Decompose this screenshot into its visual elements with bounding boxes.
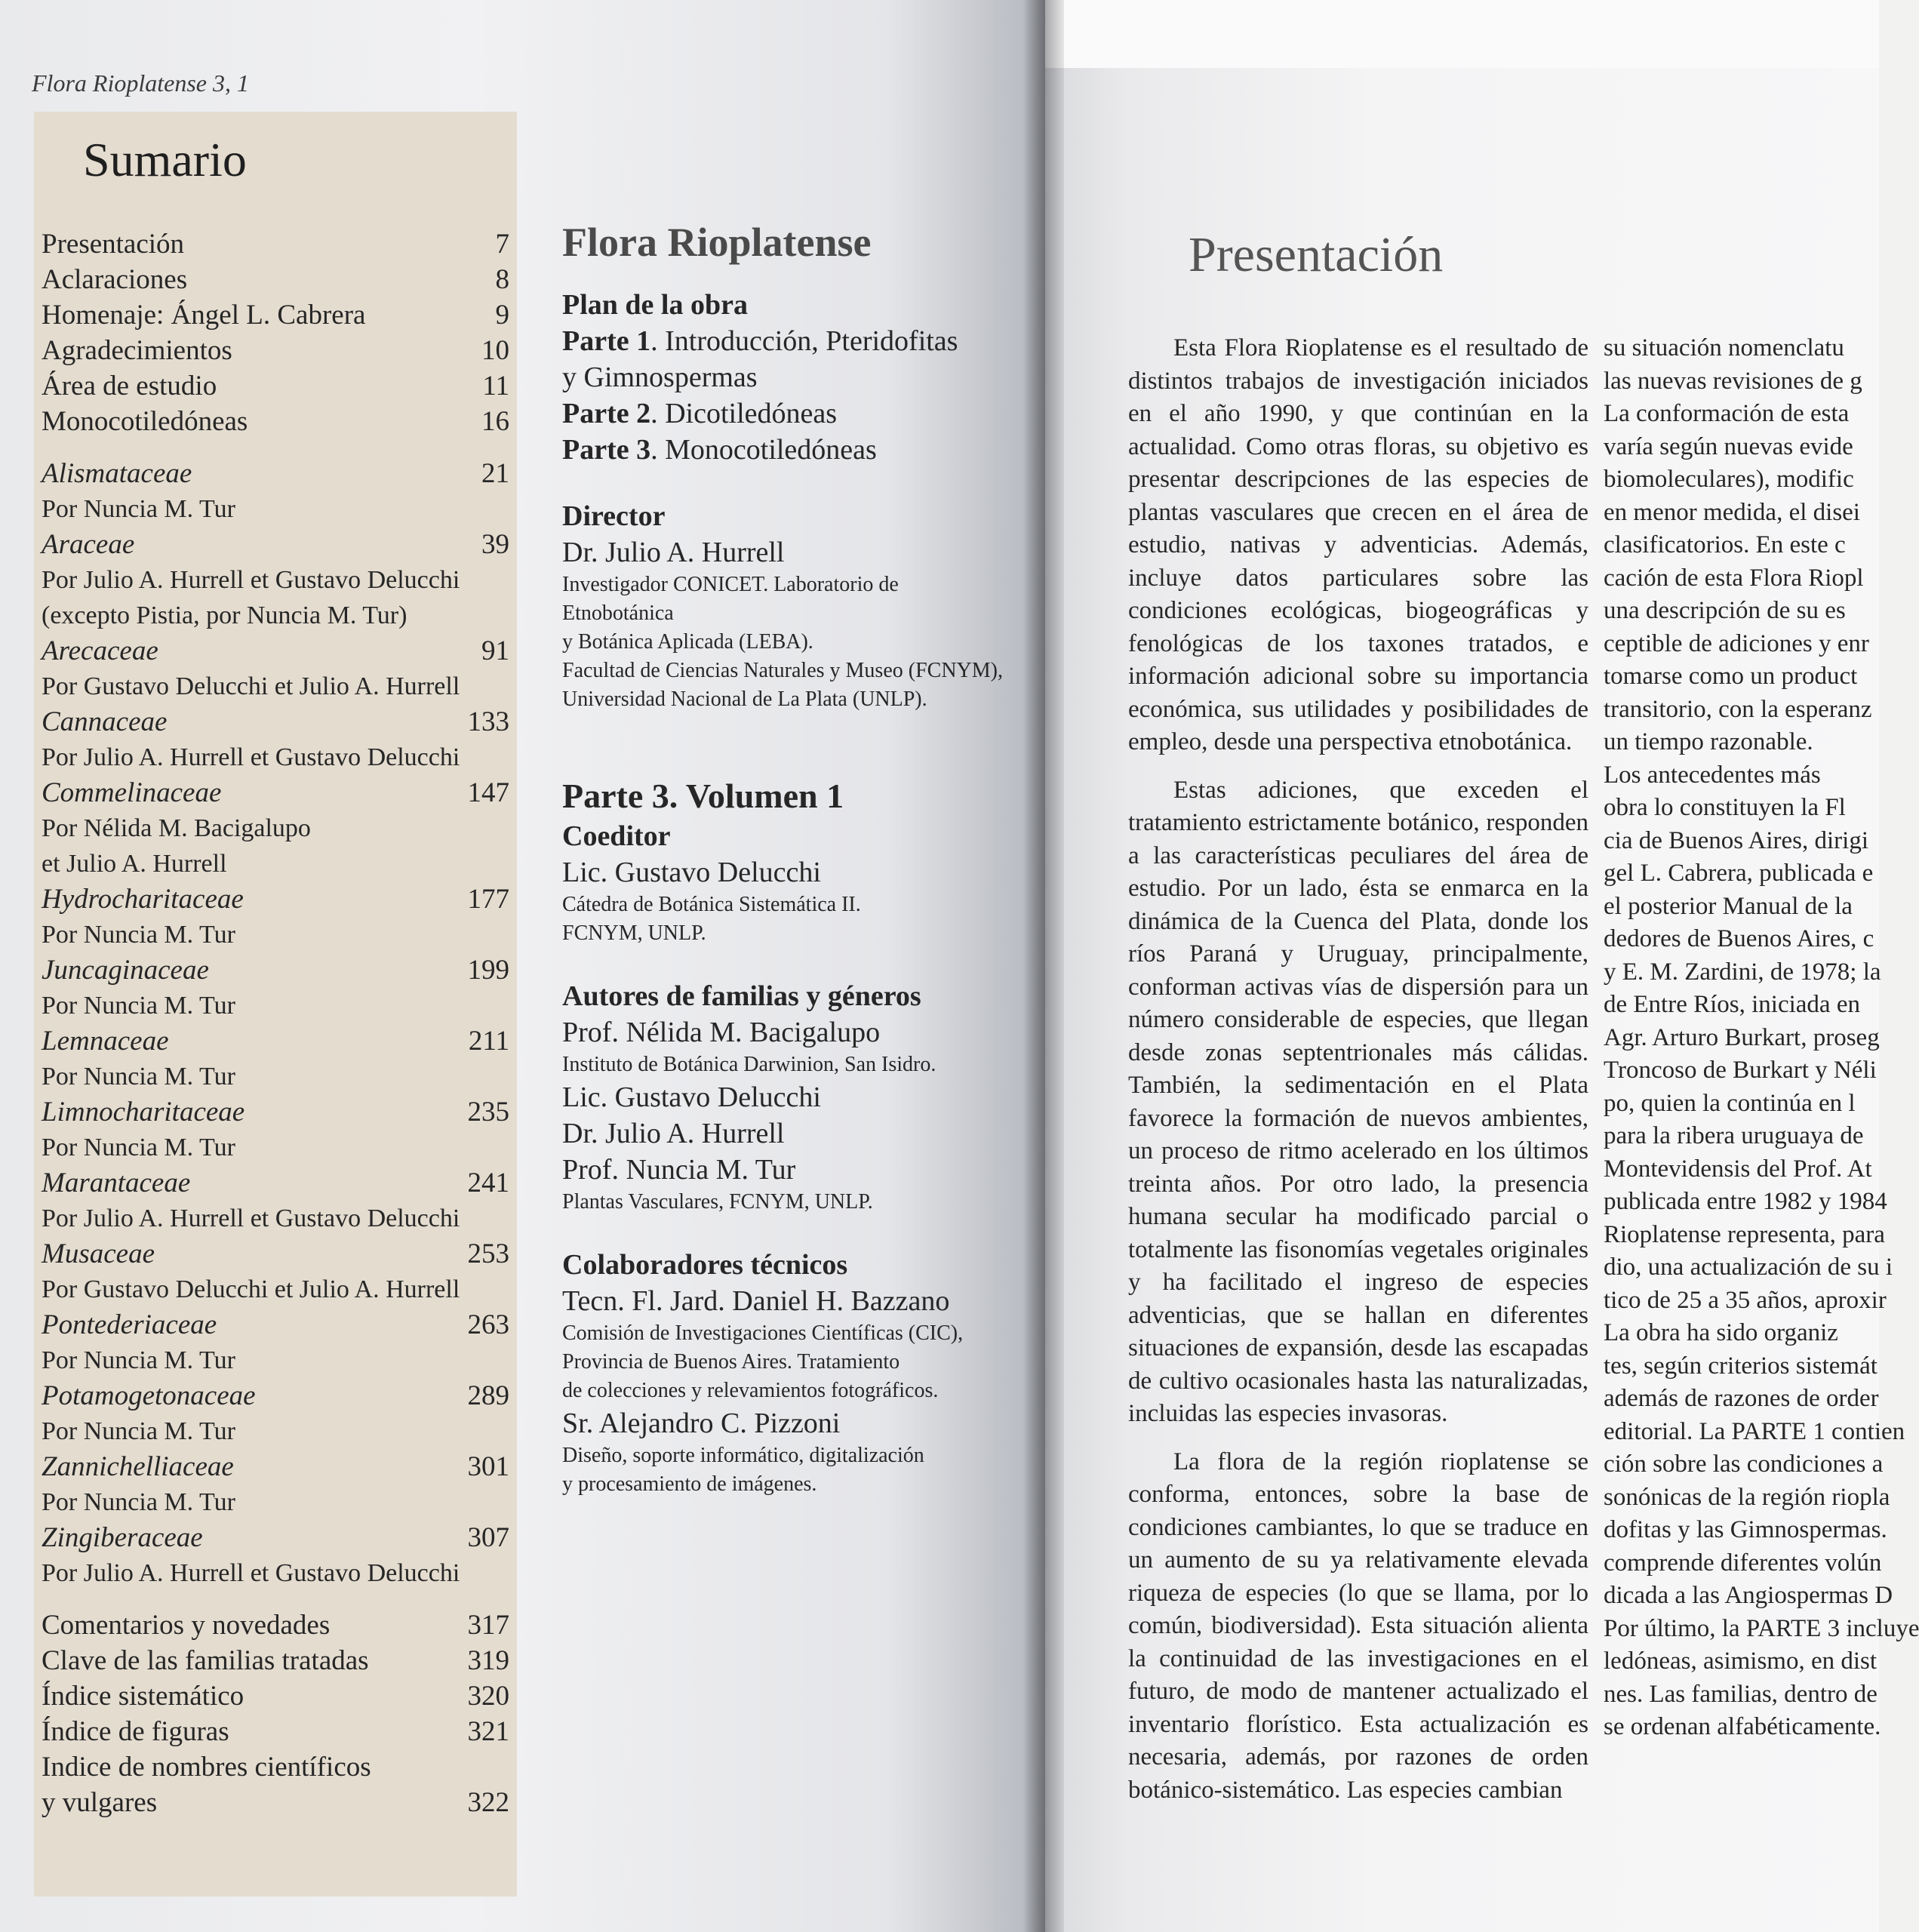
toc-entry-page: 301 (467, 1451, 509, 1482)
toc-entry-label: Cannaceae (42, 706, 168, 737)
collaborator-affiliation: Diseño, soporte informático, digitalización (562, 1444, 924, 1467)
toc-entry-page: 319 (467, 1645, 509, 1676)
toc-entry (42, 952, 509, 988)
column-line: además de razones de order (1604, 1385, 1879, 1412)
column-line: publicada entre 1982 y 1984 (1604, 1188, 1887, 1215)
column-line: de Entre Ríos, iniciada en (1604, 991, 1860, 1018)
column-line: Montevidensis del Prof. At (1604, 1155, 1872, 1183)
toc-entry-label: Araceae (42, 529, 135, 560)
toc-entry-label: y vulgares (42, 1787, 158, 1818)
toc-entry (42, 1307, 509, 1343)
author-name: Lic. Gustavo Delucchi (562, 1081, 821, 1113)
collaborator-name: Sr. Alejandro C. Pizzoni (562, 1407, 841, 1439)
toc-entry-label: Homenaje: Ángel L. Cabrera (42, 300, 366, 331)
toc-entry (42, 1749, 509, 1785)
toc-entry-label: Clave de las familias tratadas (42, 1645, 369, 1676)
toc-entry (42, 527, 509, 562)
toc-entry (42, 1785, 509, 1820)
column-line: clasificatorios. En este c (1604, 531, 1846, 558)
column-line: dicada a las Angiospermas D (1604, 1582, 1893, 1609)
column-line: ledóneas, asimismo, en dist (1604, 1647, 1877, 1675)
toc-entry (42, 1378, 509, 1414)
author-name: Prof. Nuncia M. Tur (562, 1154, 796, 1186)
presentation-column-2-clip (1604, 332, 1919, 1766)
toc-entry-label: Juncaginaceae (42, 955, 209, 986)
authors-list (562, 1014, 1015, 1217)
background-top (1045, 0, 1879, 68)
column-line: comprende diferentes volún (1604, 1549, 1882, 1577)
author-name: Dr. Julio A. Hurrell (562, 1118, 785, 1149)
toc-entry (42, 1678, 509, 1714)
affiliation-line: FCNYM, UNLP. (562, 921, 706, 945)
plan-item (562, 359, 1015, 395)
director-affiliation (562, 571, 1015, 714)
toc-author: Por Nélida M. Bacigalupo (42, 814, 311, 842)
toc-entry-page: 322 (467, 1787, 509, 1818)
toc-entry-page: 91 (481, 635, 509, 666)
column-line: Por último, la PARTE 3 incluye (1604, 1614, 1919, 1642)
toc-entry-label: Comentarios y novedades (42, 1610, 331, 1641)
toc-entry-page: 235 (467, 1097, 509, 1128)
column-line: sonónicas de la región riopla (1604, 1483, 1890, 1511)
director-name: Dr. Julio A. Hurrell (562, 537, 785, 568)
collaborators-list (562, 1283, 1015, 1499)
toc-entry-label: Zingiberaceae (42, 1522, 203, 1553)
toc-entry-label: Índice de figuras (42, 1716, 229, 1747)
toc-entry-page: 307 (467, 1522, 509, 1553)
column-line: editorial. La PARTE 1 contien (1604, 1417, 1905, 1445)
toc-entry-page: 321 (467, 1716, 509, 1747)
toc-entry (42, 1607, 509, 1643)
plan-text: y Gimnospermas (562, 361, 758, 393)
toc-entry (42, 226, 509, 262)
toc-gap (42, 439, 509, 456)
column-line: ción sobre las condiciones a (1604, 1451, 1884, 1478)
toc-entry-page: 133 (467, 706, 509, 737)
toc-entry-page: 147 (467, 777, 509, 808)
column-line: gel L. Cabrera, publicada e (1604, 860, 1874, 887)
toc-entry-label: Pontederiaceae (42, 1309, 217, 1340)
plan-text: . Introducción, Pteridofitas (650, 325, 958, 357)
toc-entry (42, 1714, 509, 1749)
toc-gap (42, 1591, 509, 1607)
toc-entry (42, 333, 509, 368)
column-line: Los antecedentes más (1604, 761, 1821, 789)
plan-part: Parte 3 (562, 434, 651, 466)
toc-entry-page: 211 (468, 1026, 509, 1057)
toc-entry (42, 1023, 509, 1059)
column-line: varía según nuevas evide (1604, 432, 1853, 460)
toc-entry-page: 16 (481, 406, 509, 437)
toc-entry (42, 1449, 509, 1484)
plan-item (562, 395, 1015, 432)
director-heading: Director (562, 500, 666, 532)
column-line: biomoleculares), modific (1604, 466, 1854, 493)
toc-author: Por Nuncia M. Tur (42, 1063, 235, 1091)
column-line: y E. M. Zardini, de 1978; la (1604, 958, 1881, 986)
plan-part: Parte 2 (562, 398, 651, 429)
toc-entry-label: Monocotiledóneas (42, 406, 248, 437)
plan-part: Parte 1 (562, 325, 651, 357)
toc-entry-page: 8 (495, 264, 509, 295)
presentation-paragraph: Esta Flora Rioplatense es el resultado de distintos trabajos de investigación iniciados en el año 1990, y que continúan en la actualidad. Como otras floras, su objetivo es presentar descripciones de las especies de plantas vasculares que crecen en el área de estudio, nativas y adventicias. Además, incluye datos particulares sobre las condiciones ecológicas, biogeográficas y fenológicas de los taxones tratados, e información adicional sobre su importancia económica, sus utilidades y posibilidades de empleo, desde una perspectiva etnobotánica. (1128, 334, 1588, 755)
plan-item (562, 323, 1015, 359)
presentation-column-2 (1604, 332, 1919, 1744)
column-line: ceptible de adiciones y enr (1604, 629, 1869, 657)
column-line: un tiempo razonable. (1604, 728, 1813, 755)
toc-entry-page: 9 (495, 300, 509, 331)
column-line: La obra ha sido organiz (1604, 1319, 1838, 1346)
toc-entry (42, 1643, 509, 1678)
plan-list (562, 323, 1015, 468)
author-name: Prof. Nélida M. Bacigalupo (562, 1017, 881, 1048)
toc-entry-page: 320 (467, 1681, 509, 1712)
coeditor-name: Lic. Gustavo Delucchi (562, 857, 821, 888)
column-line: tomarse como un product (1604, 663, 1858, 690)
column-line: su situación nomenclatu (1604, 334, 1844, 361)
plan-text: . Monocotiledóneas (650, 434, 877, 466)
affiliation-line: Investigador CONICET. Laboratorio de Etnobotánica (562, 573, 899, 625)
toc-entry-label: Potamogetonaceae (42, 1380, 256, 1411)
presentation-column-1 (1128, 332, 1588, 1822)
toc-entry-label: Aclaraciones (42, 264, 188, 295)
toc-entry-page: 317 (467, 1610, 509, 1641)
toc-author: Por Julio A. Hurrell et Gustavo Delucchi (42, 1559, 460, 1587)
column-line: nes. Las familias, dentro de (1604, 1680, 1877, 1708)
column-line: Agr. Arturo Burkart, proseg (1604, 1023, 1880, 1051)
toc-entry (42, 297, 509, 333)
affiliation-line: y Botánica Aplicada (LEBA). (562, 630, 813, 654)
plan-heading: Plan de la obra (562, 289, 748, 321)
collaborator-affiliation: Provincia de Buenos Aires. Tratamiento (562, 1350, 900, 1374)
column-line: las nuevas revisiones de g (1604, 367, 1862, 395)
presentation-paragraph: Estas adiciones, que exceden el tratamiento estrictamente botánico, responden a las características peculiares del área de estudio. Por un lado, ésta se enmarca en la dinámica de la Cuenca del Plata, donde los ríos Paraná y Uruguay, principalmente, conforman activas vías de dispersión para un número considerable de especies, que llegan desde zonas septentrionales más cálidas. También, la sedimentación en el Plata favorece la formación de nuevos ambientes, un proceso de ritmo acelerado en los últimos treinta años. Por otro lado, la presencia humana secular ha modificado parcial o totalmente las fisonomías vegetales originales y ha facilitado el ingreso de especies adventicias, que se hallan en diferentes situaciones de expansión, desde las escapadas de cultivo ocasionales hasta las naturalizadas, incluidas las especies invasoras. (1128, 776, 1588, 1427)
column-line: dedores de Buenos Aires, c (1604, 925, 1874, 952)
credits-column (562, 219, 1015, 1499)
column-line: transitorio, con la esperanz (1604, 695, 1872, 723)
toc-entry-label: Lemnaceae (42, 1026, 169, 1057)
toc-entry-label: Musaceae (42, 1238, 155, 1269)
toc-entry-label: Arecaceae (42, 635, 158, 666)
toc-entry-label: Indice de nombres científicos (42, 1752, 371, 1783)
column-line: La conformación de esta (1604, 400, 1850, 427)
affiliation-line: Facultad de Ciencias Naturales y Museo (FCNYM), (562, 659, 1003, 682)
toc-author: Por Julio A. Hurrell et Gustavo Delucchi (42, 566, 460, 594)
toc-entry-page: 177 (467, 884, 509, 915)
presentation-title: Presentación (1189, 227, 1444, 282)
toc-author: Por Julio A. Hurrell et Gustavo Delucchi (42, 1204, 460, 1232)
toc-author: Por Nuncia M. Tur (42, 1134, 235, 1161)
toc-author: et Julio A. Hurrell (42, 850, 227, 878)
toc-entry-page: 10 (481, 335, 509, 366)
toc-entry-page: 253 (467, 1238, 509, 1269)
toc-entry (42, 1520, 509, 1555)
column-line: tes, según criterios sistemát (1604, 1352, 1877, 1380)
presentation-paragraph: La flora de la región rioplatense se conforma, entonces, sobre la base de condiciones cambiantes, lo que se traduce en un aumento de su ya relativamente elevada riqueza de especies (lo que se llama, por lo común, biodiversidad). Esta situación alienta la continuidad de las investigaciones en el futuro, de modo de mantener actualizado el inventario florístico. Esta actualización es necesaria, además, por razones de orden botánico-sistemático. Las especies cambian (1128, 1447, 1588, 1804)
plan-text: . Dicotiledóneas (650, 398, 838, 429)
toc-entry-label: Hydrocharitaceae (42, 884, 244, 915)
collaborator-affiliation: de colecciones y relevamientos fotográficos. (562, 1379, 939, 1402)
toc-author: Por Nuncia M. Tur (42, 921, 235, 949)
toc-entry-label: Presentación (42, 229, 185, 260)
toc-entry-page: 289 (467, 1380, 509, 1411)
toc-author: Por Nuncia M. Tur (42, 1417, 235, 1445)
column-line: Troncoso de Burkart y Néli (1604, 1057, 1877, 1084)
column-line: cia de Buenos Aires, dirigi (1604, 826, 1869, 854)
toc-entry-page: 199 (467, 955, 509, 986)
series-title: Flora Rioplatense (562, 220, 872, 265)
plan-item (562, 432, 1015, 468)
toc-entry-label: Alismataceae (42, 458, 192, 489)
toc-author: Por Nuncia M. Tur (42, 992, 235, 1020)
toc-entry (42, 1094, 509, 1130)
toc-entry (42, 633, 509, 669)
toc-entry (42, 262, 509, 297)
coeditor-heading: Coeditor (562, 820, 671, 852)
collaborator-affiliation: Comisión de Investigaciones Científicas (CIC), (562, 1321, 964, 1345)
toc-entry-label: Área de estudio (42, 371, 217, 401)
author-affiliation: Plantas Vasculares, FCNYM, UNLP. (562, 1190, 873, 1214)
coeditor-affiliation (562, 891, 1015, 948)
column-line: dio, una actualización de su i (1604, 1254, 1893, 1281)
column-line: tico de 25 a 35 años, aproxir (1604, 1286, 1887, 1314)
toc-author: Por Gustavo Delucchi et Julio A. Hurrell (42, 1275, 460, 1303)
toc-entry-label: Agradecimientos (42, 335, 232, 366)
collaborator-affiliation: y procesamiento de imágenes. (562, 1472, 817, 1496)
toc-entry-page: 263 (467, 1309, 509, 1340)
toc-entry (42, 456, 509, 491)
toc-entry-label: Commelinaceae (42, 777, 222, 808)
toc-entry-label: Índice sistemático (42, 1681, 244, 1712)
author-affiliation: Instituto de Botánica Darwinion, San Isidro. (562, 1053, 936, 1076)
column-line: po, quien la continúa en l (1604, 1089, 1856, 1117)
column-line: en menor medida, el disei (1604, 498, 1860, 526)
toc-entry-label: Marantaceae (42, 1168, 191, 1198)
toc-entry-page: 241 (467, 1168, 509, 1198)
column-line: obra lo constituyen la Fl (1604, 794, 1846, 821)
column-line: para la ribera uruguaya de (1604, 1122, 1864, 1149)
toc-entry-label: Limnocharitaceae (42, 1097, 245, 1128)
toc-entry (42, 1236, 509, 1272)
toc-author: Por Julio A. Hurrell et Gustavo Delucchi (42, 743, 460, 771)
toc-author: Por Nuncia M. Tur (42, 1488, 235, 1516)
column-line: cación de esta Flora Riopl (1604, 564, 1864, 592)
volume-heading: Parte 3. Volumen 1 (562, 777, 844, 815)
running-head: Flora Rioplatense 3, 1 (32, 69, 249, 97)
collaborators-heading: Colaboradores técnicos (562, 1249, 848, 1281)
toc-entry (42, 368, 509, 404)
toc-author: Por Gustavo Delucchi et Julio A. Hurrell (42, 672, 460, 700)
collaborator-name: Tecn. Fl. Jard. Daniel H. Bazzano (562, 1285, 950, 1317)
book-gutter (1023, 0, 1064, 1932)
toc-author: Por Nuncia M. Tur (42, 1346, 235, 1374)
toc-author: Por Nuncia M. Tur (42, 495, 235, 523)
column-line: el posterior Manual de la (1604, 892, 1853, 920)
toc-list (42, 226, 509, 1820)
toc-title: Sumario (83, 133, 247, 186)
toc-entry-page: 21 (481, 458, 509, 489)
column-line: Rioplatense representa, para (1604, 1220, 1885, 1248)
toc-entry (42, 881, 509, 917)
column-line: dofitas y las Gimnospermas. (1604, 1516, 1887, 1543)
toc-entry-page: 11 (482, 371, 509, 401)
column-line: se ordenan alfabéticamente. (1604, 1713, 1881, 1740)
toc-entry-page: 39 (481, 529, 509, 560)
toc-author: (excepto Pistia, por Nuncia M. Tur) (42, 601, 407, 629)
toc-entry (42, 404, 509, 439)
column-line: una descripción de su es (1604, 597, 1846, 624)
toc-entry (42, 1165, 509, 1201)
affiliation-line: Universidad Nacional de La Plata (UNLP). (562, 688, 927, 711)
affiliation-line: Cátedra de Botánica Sistemática II. (562, 893, 861, 916)
toc-entry (42, 704, 509, 740)
toc-entry-page: 7 (495, 229, 509, 260)
toc-entry-label: Zannichelliaceae (42, 1451, 234, 1482)
authors-heading: Autores de familias y géneros (562, 980, 921, 1012)
toc-entry (42, 775, 509, 811)
